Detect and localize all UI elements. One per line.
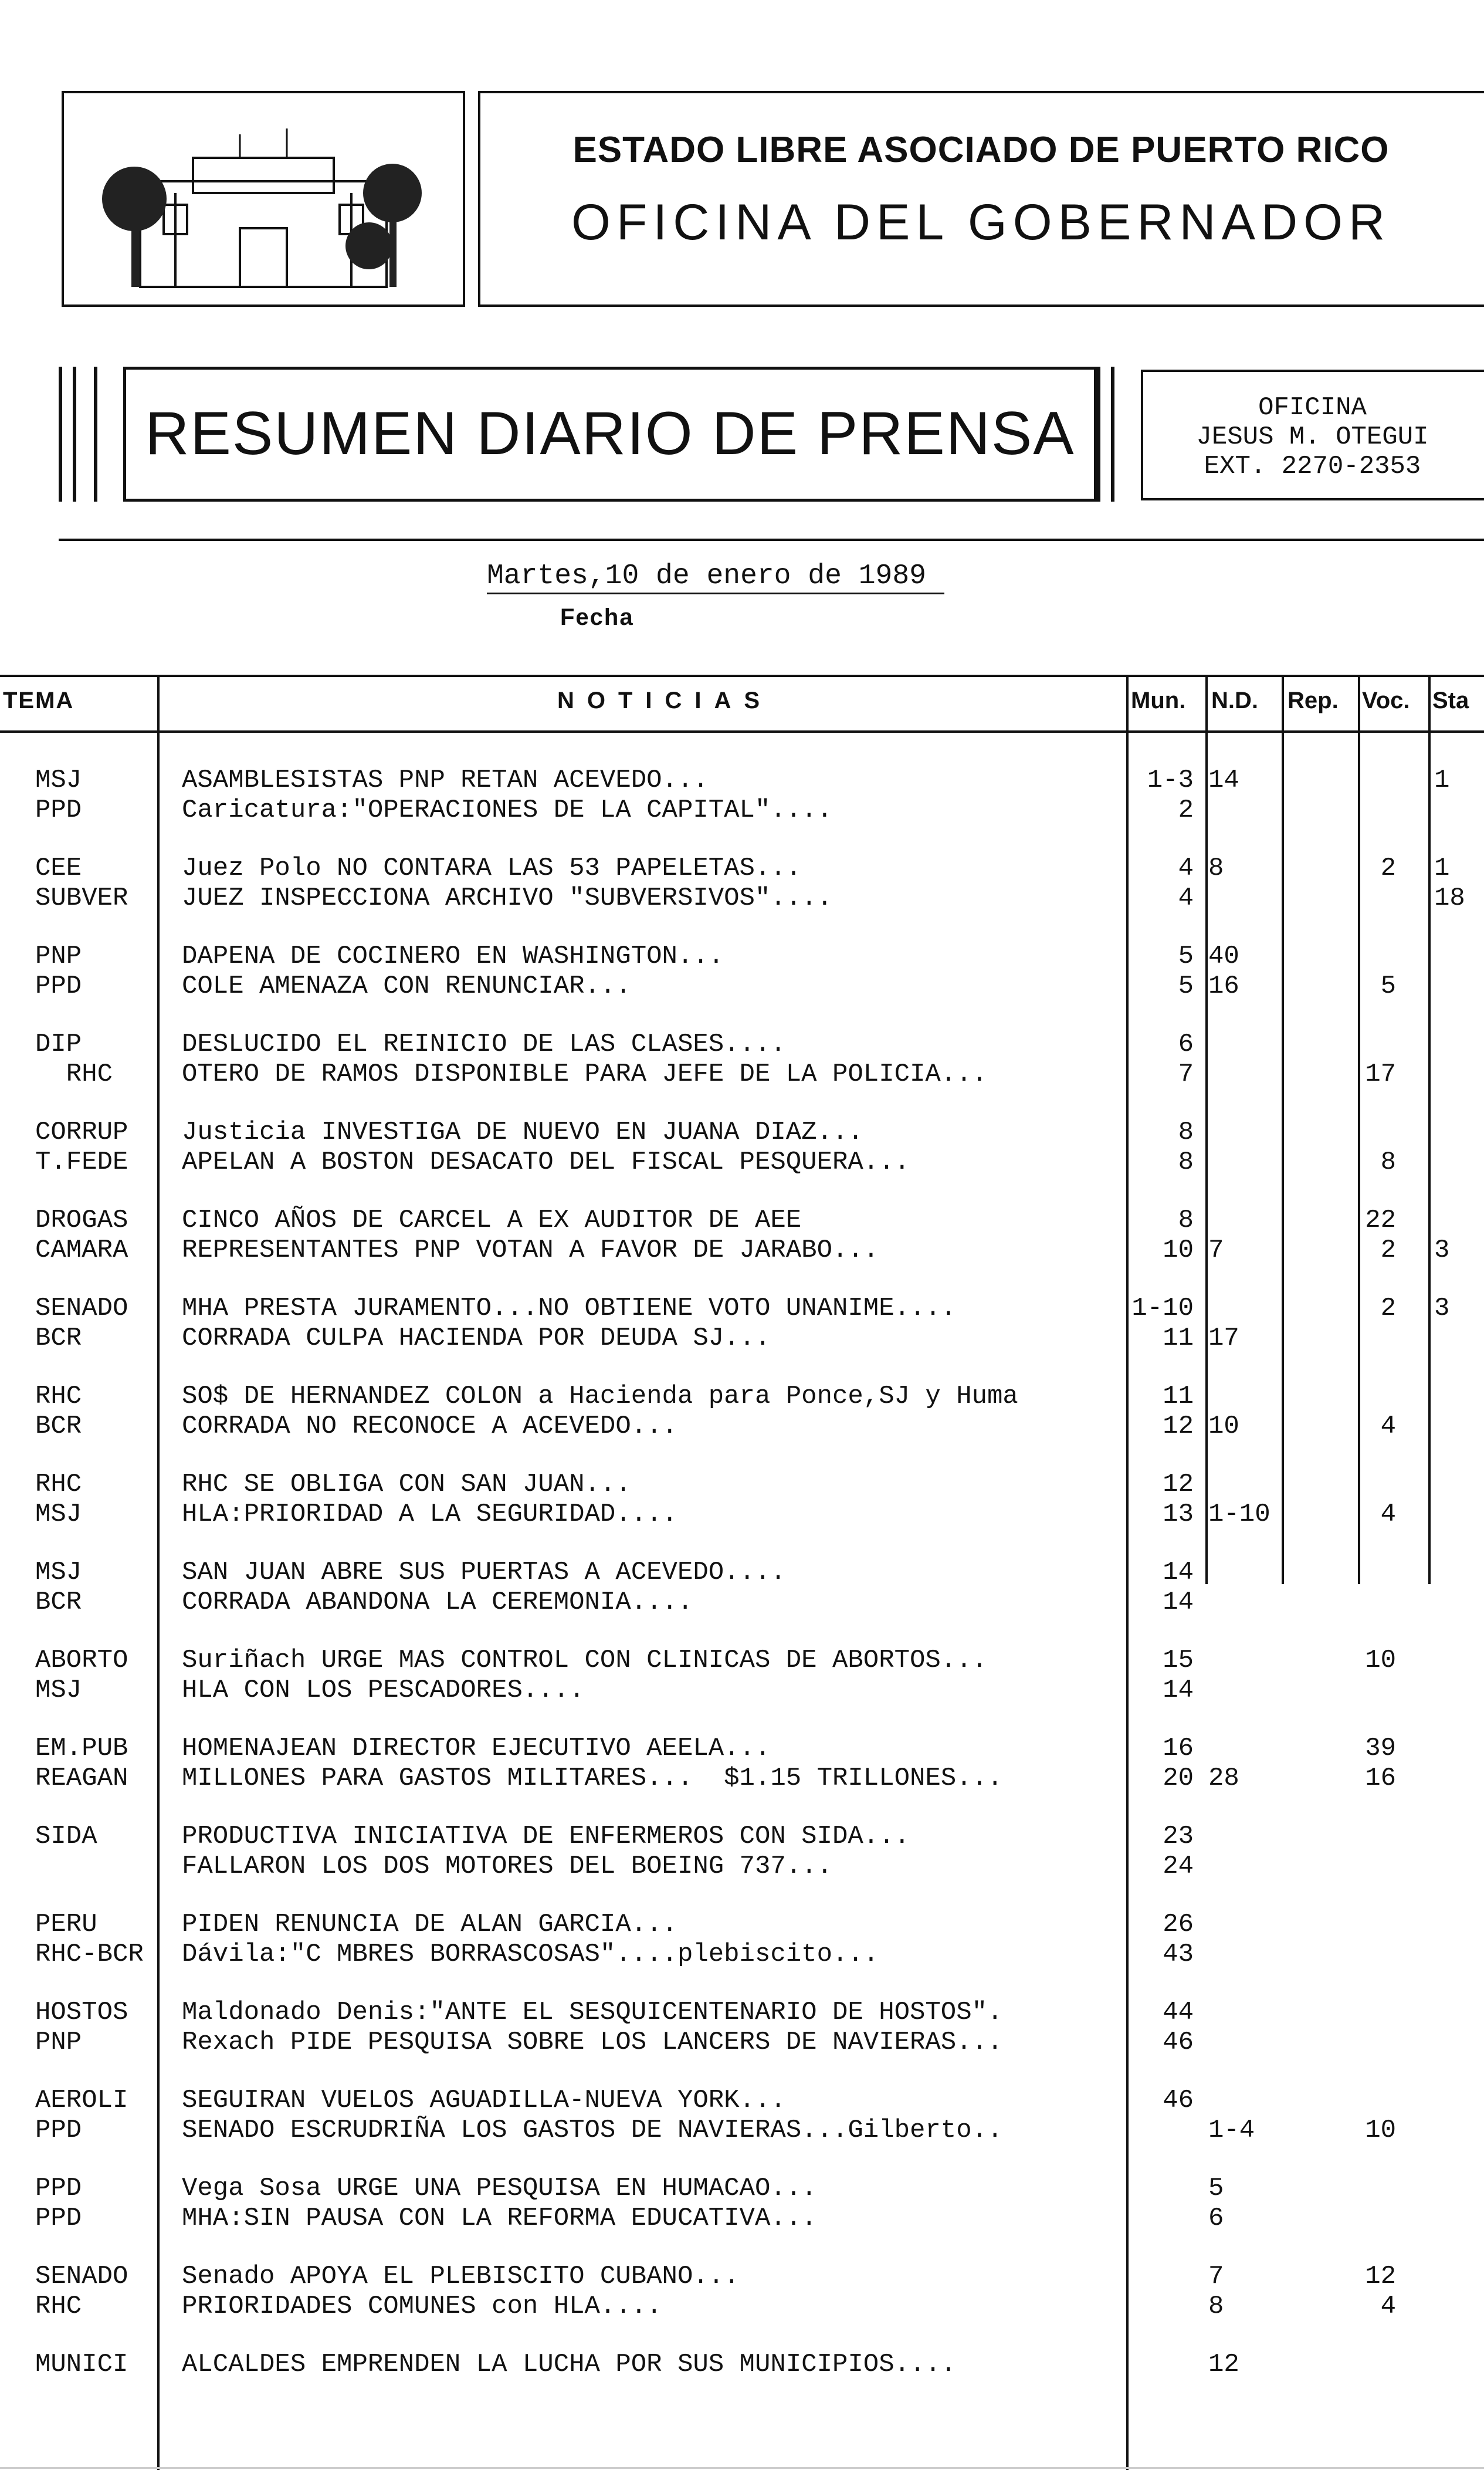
table-row	[0, 972, 1484, 1001]
row-tema: AEROLI	[35, 2086, 128, 2115]
row-headline: HLA:PRIORIDAD A LA SEGURIDAD....	[182, 1500, 677, 1529]
row-tema: CAMARA	[35, 1236, 128, 1265]
row-tema: PPD	[35, 796, 82, 825]
row-tema: BCR	[35, 1588, 82, 1617]
row-headline: FALLARON LOS DOS MOTORES DEL BOEING 737...	[182, 1852, 832, 1881]
row-tema: RHC-BCR	[35, 1940, 144, 1969]
row-tema: MSJ	[35, 1500, 82, 1529]
row-voc: 8	[1380, 1148, 1396, 1177]
row-headline: PRODUCTIVA INICIATIVA DE ENFERMEROS CON SIDA...	[182, 1822, 910, 1851]
row-mun: 11	[1163, 1382, 1194, 1411]
date-label: Fecha	[560, 604, 634, 630]
row-mun: 8	[1178, 1206, 1194, 1235]
row-headline: RHC SE OBLIGA CON SAN JUAN...	[182, 1470, 631, 1499]
row-tema: ABORTO	[35, 1646, 128, 1675]
row-nd: 8	[1208, 2292, 1224, 2321]
row-voc: 2	[1380, 854, 1396, 883]
row-mun: 23	[1163, 1822, 1194, 1851]
row-voc: 22	[1365, 1206, 1396, 1235]
row-mun: 24	[1163, 1852, 1194, 1881]
row-voc: 2	[1380, 1294, 1396, 1323]
row-nd: 28	[1208, 1764, 1239, 1793]
row-nd: 5	[1208, 2174, 1224, 2203]
table-row	[0, 1294, 1484, 1323]
row-headline: Maldonado Denis:"ANTE EL SESQUICENTENARIO DE HOSTOS".	[182, 1998, 1003, 2027]
row-tema: DIP	[35, 1030, 82, 1059]
row-voc: 17	[1365, 1060, 1396, 1089]
row-voc: 4	[1380, 1412, 1396, 1441]
row-tema: PPD	[35, 2116, 82, 2145]
row-tema: PNP	[35, 942, 82, 971]
row-nd: 6	[1208, 2204, 1224, 2233]
row-tema: MSJ	[35, 1558, 82, 1587]
table-row	[0, 766, 1484, 795]
row-nd: 7	[1208, 2262, 1224, 2291]
row-mun: 11	[1163, 1324, 1194, 1353]
col-header-star: Sta	[1432, 688, 1469, 713]
row-mun: 14	[1163, 1558, 1194, 1587]
row-tema: RHC	[35, 2292, 82, 2321]
table-row	[0, 1470, 1484, 1499]
col-header-mun: Mun.	[1131, 688, 1186, 713]
row-headline: Juez Polo NO CONTARA LAS 53 PAPELETAS...	[182, 854, 802, 883]
row-mun: 26	[1163, 1910, 1194, 1939]
row-mun: 7	[1178, 1060, 1194, 1089]
row-nd: 16	[1208, 972, 1239, 1001]
row-star: 18	[1434, 884, 1465, 913]
row-headline: HOMENAJEAN DIRECTOR EJECUTIVO AEELA...	[182, 1734, 771, 1763]
row-mun: 12	[1163, 1470, 1194, 1499]
row-tema: SUBVER	[35, 884, 128, 913]
table-row	[0, 1558, 1484, 1587]
table-row	[0, 1500, 1484, 1529]
row-tema: RHC	[35, 1060, 113, 1089]
row-nd: 14	[1208, 766, 1239, 795]
row-mun: 8	[1178, 1118, 1194, 1147]
row-headline: JUEZ INSPECCIONA ARCHIVO "SUBVERSIVOS"....	[182, 884, 832, 913]
table-row	[0, 1998, 1484, 2027]
row-mun: 2	[1178, 796, 1194, 825]
date-value: Martes,10 de enero de 1989	[487, 560, 926, 592]
row-headline: MHA:SIN PAUSA CON LA REFORMA EDUCATIVA...	[182, 2204, 817, 2233]
row-voc: 39	[1365, 1734, 1396, 1763]
row-tema: PERU	[35, 1910, 97, 1939]
row-headline: REPRESENTANTES PNP VOTAN A FAVOR DE JARABO...	[182, 1236, 879, 1265]
table-row	[0, 1206, 1484, 1235]
col-header-noticias: NOTICIAS	[557, 688, 773, 713]
row-headline: Rexach PIDE PESQUISA SOBRE LOS LANCERS DE NAVIERAS...	[182, 2028, 1003, 2057]
row-mun: 8	[1178, 1148, 1194, 1177]
row-headline: Caricatura:"OPERACIONES DE LA CAPITAL"....	[182, 796, 832, 825]
row-headline: Senado APOYA EL PLEBISCITO CUBANO...	[182, 2262, 740, 2291]
row-star: 3	[1434, 1236, 1450, 1265]
row-headline: SO$ DE HERNANDEZ COLON a Hacienda para Ponce,SJ y Huma	[182, 1382, 1018, 1411]
table-row	[0, 2174, 1484, 2203]
row-nd: 8	[1208, 854, 1224, 883]
row-headline: SAN JUAN ABRE SUS PUERTAS A ACEVEDO....	[182, 1558, 786, 1587]
row-headline: DESLUCIDO EL REINICIO DE LAS CLASES....	[182, 1030, 786, 1059]
table-row	[0, 1764, 1484, 1793]
table-row	[0, 796, 1484, 825]
table-header-bottom-rule	[0, 730, 1484, 733]
row-headline: MHA PRESTA JURAMENTO...NO OBTIENE VOTO UNANIME....	[182, 1294, 957, 1323]
row-tema: PNP	[35, 2028, 82, 2057]
row-mun: 13	[1163, 1500, 1194, 1529]
office-extension: EXT. 2270-2353	[1204, 452, 1421, 481]
row-nd: 1-4	[1208, 2116, 1255, 2145]
decorative-bars-left	[59, 367, 100, 502]
row-tema: PPD	[35, 2204, 82, 2233]
commonwealth-title: ESTADO LIBRE ASOCIADO DE PUERTO RICO	[572, 130, 1390, 170]
row-headline: OTERO DE RAMOS DISPONIBLE PARA JEFE DE LA POLICIA...	[182, 1060, 988, 1089]
row-tema: PPD	[35, 2174, 82, 2203]
row-nd: 10	[1208, 1412, 1239, 1441]
table-row	[0, 2350, 1484, 2379]
row-star: 3	[1434, 1294, 1450, 1323]
report-title: RESUMEN DIARIO DE PRENSA	[145, 400, 1075, 468]
row-tema: SENADO	[35, 1294, 128, 1323]
row-headline: MILLONES PARA GASTOS MILITARES... $1.15 TRILLONES...	[182, 1764, 1003, 1793]
row-mun: 46	[1163, 2086, 1194, 2115]
row-tema: REAGAN	[35, 1764, 128, 1793]
row-headline: Vega Sosa URGE UNA PESQUISA EN HUMACAO...	[182, 2174, 817, 2203]
table-header-top-rule	[0, 675, 1484, 677]
col-header-nd: N.D.	[1211, 688, 1258, 713]
logo-frame	[62, 91, 465, 307]
building-illustration	[64, 93, 463, 304]
row-mun: 44	[1163, 1998, 1194, 2027]
row-mun: 46	[1163, 2028, 1194, 2057]
table-row	[0, 2204, 1484, 2233]
row-headline: CORRADA CULPA HACIENDA POR DEUDA SJ...	[182, 1324, 771, 1353]
table-row	[0, 1588, 1484, 1617]
row-mun: 10	[1163, 1236, 1194, 1265]
row-headline: ALCALDES EMPRENDEN LA LUCHA POR SUS MUNICIPIOS....	[182, 2350, 957, 2379]
office-person: JESUS M. OTEGUI	[1196, 422, 1429, 452]
row-mun: 1-3	[1147, 766, 1194, 795]
row-headline: CINCO AÑOS DE CARCEL A EX AUDITOR DE AEE	[182, 1206, 802, 1235]
table-row	[0, 1324, 1484, 1353]
row-headline: Justicia INVESTIGA DE NUEVO EN JUANA DIAZ...	[182, 1118, 863, 1147]
row-voc: 4	[1380, 1500, 1396, 1529]
office-label: OFICINA	[1258, 393, 1367, 422]
table-row	[0, 854, 1484, 883]
row-mun: 16	[1163, 1734, 1194, 1763]
row-mun: 15	[1163, 1646, 1194, 1675]
header-divider	[59, 539, 1484, 541]
row-tema: MUNICI	[35, 2350, 128, 2379]
row-tema: SENADO	[35, 2262, 128, 2291]
row-headline: Dávila:"C MBRES BORRASCOSAS"....plebiscito...	[182, 1940, 879, 1969]
col-header-voc: Voc.	[1362, 688, 1410, 713]
table-row	[0, 884, 1484, 913]
row-headline: HLA CON LOS PESCADORES....	[182, 1676, 585, 1705]
row-tema: MSJ	[35, 766, 82, 795]
table-row	[0, 2116, 1484, 2145]
page-edge	[0, 2467, 1484, 2469]
table-row	[0, 1646, 1484, 1675]
table-row	[0, 2028, 1484, 2057]
table-row	[0, 1030, 1484, 1059]
table-row	[0, 1676, 1484, 1705]
col-header-tema: TEMA	[3, 688, 74, 713]
row-headline: COLE AMENAZA CON RENUNCIAR...	[182, 972, 631, 1001]
row-nd: 12	[1208, 2350, 1239, 2379]
row-mun: 1-10	[1131, 1294, 1194, 1323]
row-mun: 6	[1178, 1030, 1194, 1059]
row-headline: SEGUIRAN VUELOS AGUADILLA-NUEVA YORK...	[182, 2086, 786, 2115]
row-headline: CORRADA NO RECONOCE A ACEVEDO...	[182, 1412, 677, 1441]
row-headline: APELAN A BOSTON DESACATO DEL FISCAL PESQUERA...	[182, 1148, 910, 1177]
row-voc: 4	[1380, 2292, 1396, 2321]
row-tema: CORRUP	[35, 1118, 128, 1147]
row-voc: 2	[1380, 1236, 1396, 1265]
row-mun: 4	[1178, 884, 1194, 913]
date-underline	[487, 593, 944, 594]
row-mun: 5	[1178, 972, 1194, 1001]
row-star: 1	[1434, 766, 1450, 795]
table-row	[0, 1412, 1484, 1441]
row-nd: 40	[1208, 942, 1239, 971]
row-mun: 5	[1178, 942, 1194, 971]
row-headline: SENADO ESCRUDRIÑA LOS GASTOS DE NAVIERAS...Gilberto..	[182, 2116, 1003, 2145]
table-row	[0, 2292, 1484, 2321]
row-mun: 12	[1163, 1412, 1194, 1441]
table-row	[0, 1236, 1484, 1265]
row-tema: RHC	[35, 1382, 82, 1411]
row-mun: 14	[1163, 1676, 1194, 1705]
table-row	[0, 1940, 1484, 1969]
row-tema: EM.PUB	[35, 1734, 128, 1763]
table-row	[0, 1060, 1484, 1089]
governor-office-title: OFICINA DEL GOBERNADOR	[571, 194, 1391, 251]
row-tema: PPD	[35, 972, 82, 1001]
col-header-rep: Rep.	[1288, 688, 1339, 713]
table-row	[0, 1118, 1484, 1147]
row-tema: SIDA	[35, 1822, 97, 1851]
table-row	[0, 1852, 1484, 1881]
row-tema: BCR	[35, 1412, 82, 1441]
table-row	[0, 1148, 1484, 1177]
row-tema: T.FEDE	[35, 1148, 128, 1177]
table-row	[0, 1910, 1484, 1939]
row-nd: 1-10	[1208, 1500, 1270, 1529]
table-row	[0, 2086, 1484, 2115]
row-tema: HOSTOS	[35, 1998, 128, 2027]
row-headline: PRIORIDADES COMUNES con HLA....	[182, 2292, 662, 2321]
row-tema: CEE	[35, 854, 82, 883]
row-voc: 16	[1365, 1764, 1396, 1793]
table-row	[0, 1382, 1484, 1411]
row-tema: RHC	[35, 1470, 82, 1499]
row-voc: 10	[1365, 1646, 1396, 1675]
row-headline: DAPENA DE COCINERO EN WASHINGTON...	[182, 942, 724, 971]
row-mun: 20	[1163, 1764, 1194, 1793]
row-star: 1	[1434, 854, 1450, 883]
table-row	[0, 2262, 1484, 2291]
table-row	[0, 942, 1484, 971]
row-voc: 5	[1380, 972, 1396, 1001]
row-tema: BCR	[35, 1324, 82, 1353]
row-headline: PIDEN RENUNCIA DE ALAN GARCIA...	[182, 1910, 677, 1939]
table-row	[0, 1734, 1484, 1763]
row-voc: 12	[1365, 2262, 1396, 2291]
row-nd: 17	[1208, 1324, 1239, 1353]
decorative-bars-right	[1097, 367, 1120, 502]
row-tema: MSJ	[35, 1676, 82, 1705]
row-headline: CORRADA ABANDONA LA CEREMONIA....	[182, 1588, 693, 1617]
row-headline: Suriñach URGE MAS CONTROL CON CLINICAS DE ABORTOS...	[182, 1646, 988, 1675]
table-row	[0, 1822, 1484, 1851]
row-mun: 4	[1178, 854, 1194, 883]
row-voc: 10	[1365, 2116, 1396, 2145]
row-tema: DROGAS	[35, 1206, 128, 1235]
row-mun: 43	[1163, 1940, 1194, 1969]
row-nd: 7	[1208, 1236, 1224, 1265]
row-mun: 14	[1163, 1588, 1194, 1617]
row-headline: ASAMBLESISTAS PNP RETAN ACEVEDO...	[182, 766, 709, 795]
